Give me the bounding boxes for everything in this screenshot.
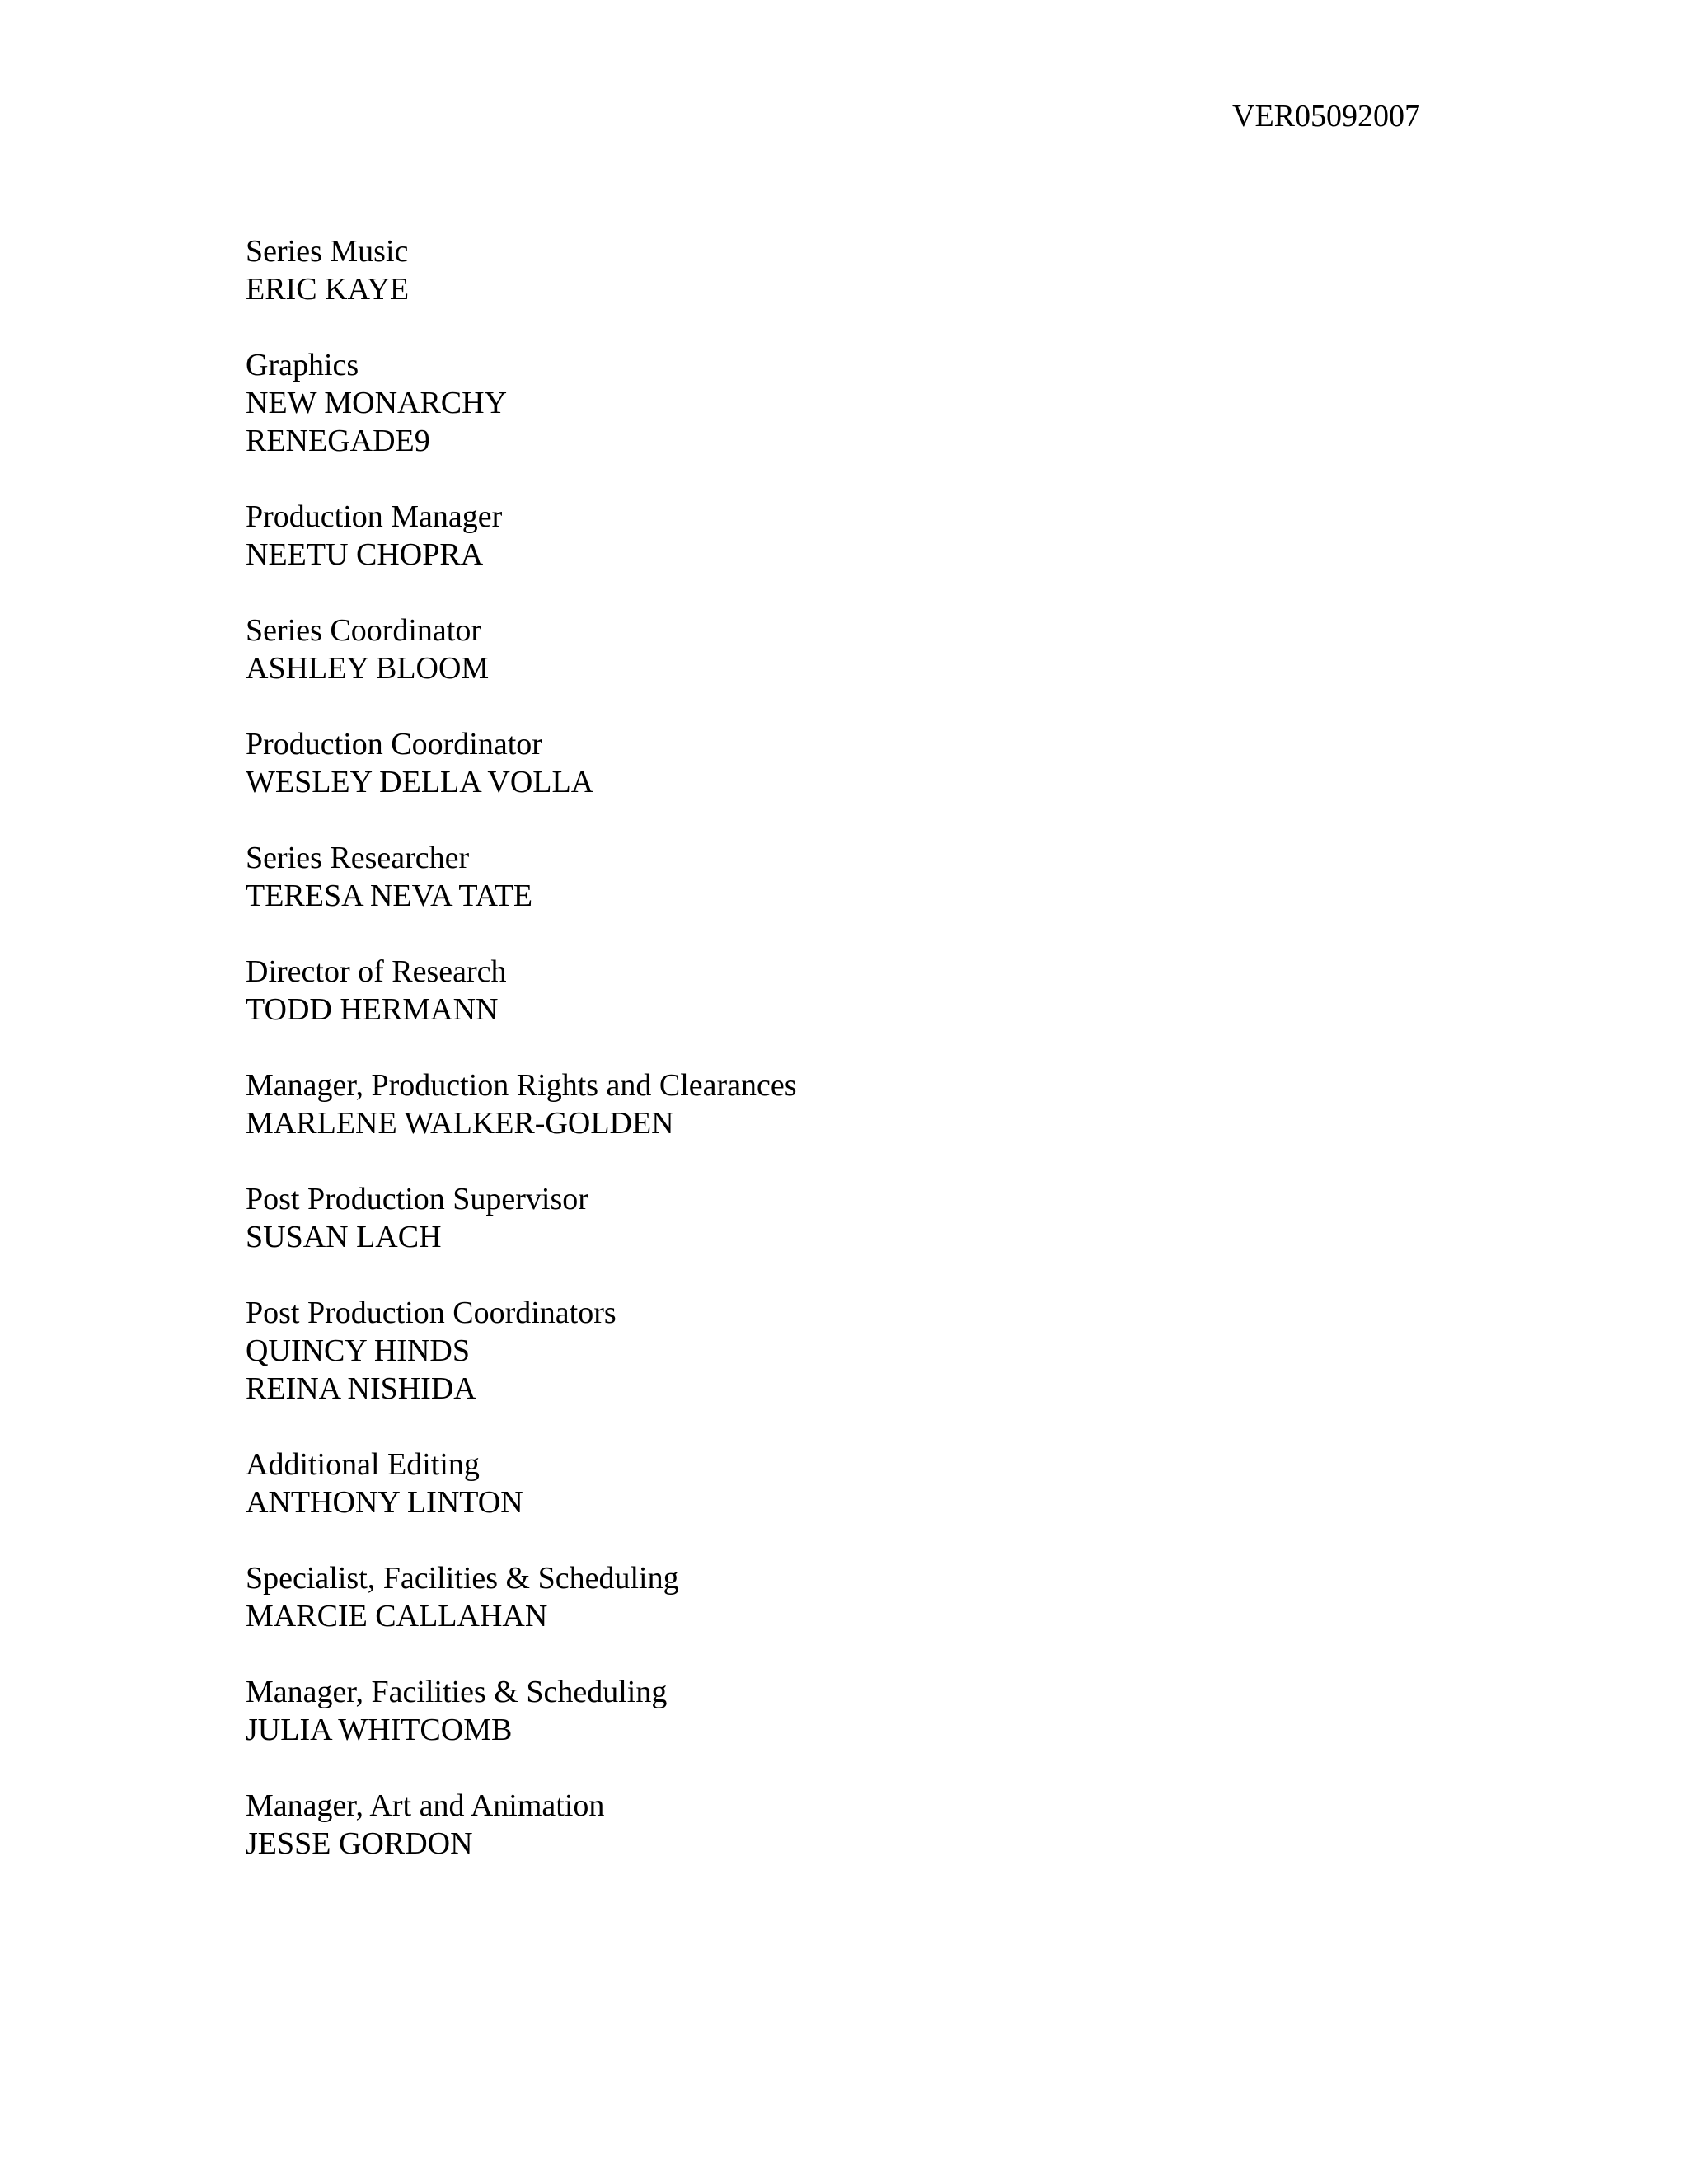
credit-name: RENEGADE9 — [246, 424, 430, 458]
credit-role: Post Production Supervisor — [246, 1182, 588, 1216]
credit-role: Series Researcher — [246, 841, 470, 875]
credit-role: Manager, Production Rights and Clearances — [246, 1068, 797, 1103]
credit-name: REINA NISHIDA — [246, 1371, 476, 1406]
credit-name: ASHLEY BLOOM — [246, 651, 490, 686]
credit-block — [246, 1446, 797, 1521]
credit-name: TERESA NEVA TATE — [246, 879, 533, 913]
credit-block — [246, 725, 797, 801]
credit-role: Director of Research — [246, 954, 507, 989]
credit-role: Series Coordinator — [246, 613, 482, 648]
credit-block — [246, 498, 797, 574]
credit-block — [246, 1180, 797, 1256]
credit-name: QUINCY HINDS — [246, 1333, 470, 1368]
credit-role: Manager, Facilities & Scheduling — [246, 1675, 668, 1709]
credit-name: JESSE GORDON — [246, 1826, 473, 1861]
credit-block — [246, 1673, 797, 1749]
credit-name: ANTHONY LINTON — [246, 1485, 523, 1520]
credit-block — [246, 953, 797, 1029]
credit-role: Manager, Art and Animation — [246, 1788, 605, 1823]
credit-name: NEW MONARCHY — [246, 386, 508, 420]
credit-name: JULIA WHITCOMB — [246, 1713, 513, 1747]
credit-role: Production Manager — [246, 499, 503, 534]
credit-name: MARCIE CALLAHAN — [246, 1599, 548, 1633]
credit-block — [246, 1294, 797, 1408]
credit-role: Specialist, Facilities & Scheduling — [246, 1561, 679, 1596]
credit-block — [246, 346, 797, 460]
credit-role: Series Music — [246, 234, 409, 269]
credit-block — [246, 839, 797, 915]
credit-name: ERIC KAYE — [246, 272, 410, 307]
credit-block — [246, 232, 797, 308]
credit-name: SUSAN LACH — [246, 1220, 442, 1254]
credit-name: WESLEY DELLA VOLLA — [246, 765, 594, 799]
credit-role: Post Production Coordinators — [246, 1296, 617, 1330]
credit-name: MARLENE WALKER-GOLDEN — [246, 1106, 674, 1141]
credit-block — [246, 1787, 797, 1863]
credit-role: Production Coordinator — [246, 727, 542, 762]
credit-block — [246, 612, 797, 687]
credits-list — [246, 232, 797, 1900]
credit-block — [246, 1559, 797, 1635]
credit-block — [246, 1066, 797, 1142]
credit-name: TODD HERMANN — [246, 992, 499, 1027]
credit-role: Additional Editing — [246, 1447, 480, 1482]
document-id: VER05092007 — [1232, 99, 1420, 134]
credit-name: NEETU CHOPRA — [246, 537, 484, 572]
credit-role: Graphics — [246, 348, 359, 382]
